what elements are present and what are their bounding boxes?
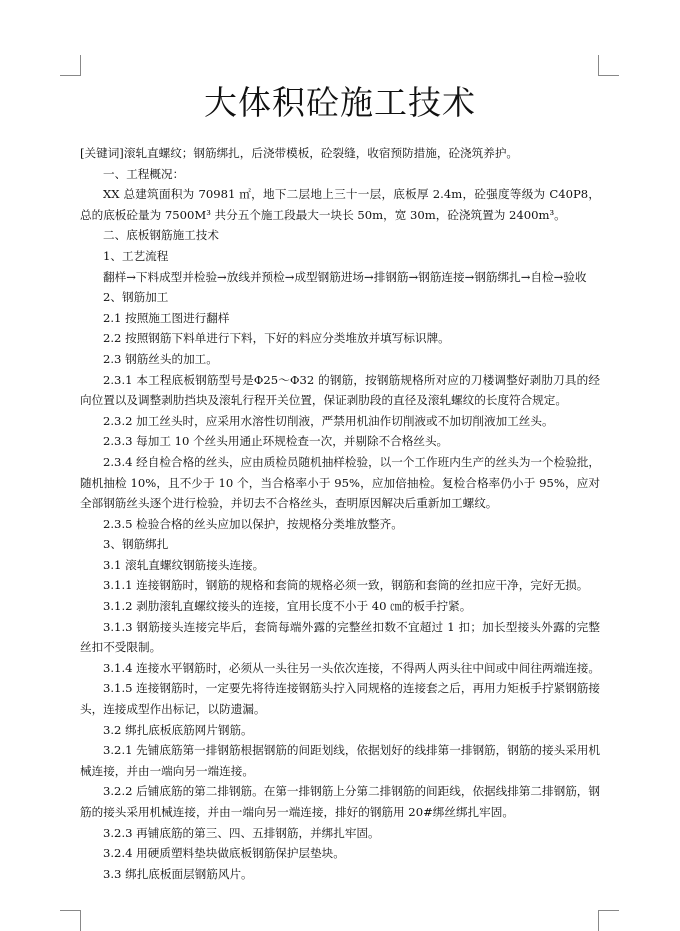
paragraph: 一、工程概况： (103, 166, 185, 181)
paragraph: 2.3.4 经自检合格的丝头，应由质检员随机抽样检验，以一个工作班内生产的丝头为一个检验批，随机抽检 10%，且不少于 10 个，当合格率小于 95%，应加倍抽检。复检合格率仍小于 95%，应对全部钢筋丝头逐个进行检验，并切去不合格丝头，查明原因解决后重新加工螺纹。 (80, 454, 600, 511)
paragraph: 3.3 绑扎底板面层钢筋风片。 (103, 866, 253, 881)
document-body (80, 82, 600, 884)
paragraph: 3.1.2 剥肋滚轧直螺纹接头的连接，宜用长度不小于 40 ㎝的板手拧紧。 (103, 599, 472, 614)
paragraph: 2.3 钢筋丝头的加工。 (103, 351, 218, 366)
paragraph: 3.1.3 钢筋接头连接完毕后，套筒每端外露的完整丝扣数不宜超过 1 扣；加长型接头外露的完整丝扣不受限制。 (80, 619, 600, 655)
crop-mark-top-right (598, 55, 619, 76)
paragraph: 3.2 绑扎底板底筋网片钢筋。 (103, 722, 253, 737)
paragraph: 2.3.5 检验合格的丝头应加以保护，按规格分类堆放整齐。 (103, 516, 403, 531)
paragraph: 1、工艺流程 (103, 248, 169, 263)
paragraph: 二、底板钢筋施工技术 (103, 228, 219, 243)
paragraph: 3.1 滚轧直螺纹钢筋接头连接。 (103, 557, 265, 572)
crop-mark-bottom-right (598, 910, 619, 931)
paragraph: 2.3.3 每加工 10 个丝头用通止环规检查一次，并剔除不合格丝头。 (103, 434, 449, 449)
paragraph: 3.1.4 连接水平钢筋时，必须从一头往另一头依次连接，不得两人两头往中间或中间往两端连接。 (103, 660, 600, 675)
paragraph: XX 总建筑面积为 70981 ㎡，地下二层地上三十一层，底板厚 2.4m，砼强度等级为 C40P8，总的底板砼量为 7500M³ 共分五个施工段最大一块长 50m，宽 30m，砼浇筑置为 2400m³。 (80, 187, 600, 222)
paragraph-list (80, 143, 600, 884)
crop-mark-bottom-left (60, 910, 81, 931)
paragraph: 2.3.2 加工丝头时，应采用水溶性切削液，严禁用机油作切削液或不加切削液加工丝头。 (103, 413, 554, 428)
paragraph: 3、钢筋绑扎 (103, 537, 169, 552)
document-title: 大体积砼施工技术 (204, 83, 476, 122)
paragraph: 3.2.2 后铺底筋的第二排钢筋。在第一排钢筋上分第二排钢筋的间距线，依据线排第二排钢筋，钢筋的接头采用机械连接，并由一端向另一端连接，排好的钢筋用 20#绑丝绑扎牢固。 (80, 784, 600, 819)
crop-mark-top-left (60, 55, 81, 76)
paragraph: 翻样→下料成型并检验→放线并预检→成型钢筋进场→排钢筋→钢筋连接→钢筋绑扎→自检→验收 (103, 269, 587, 284)
paragraph: 2.3.1 本工程底板钢筋型号是Φ25～Φ32 的钢筋，按钢筋规格所对应的刀楼调整好剥肋刀具的经向位置以及调整剥肋挡块及滚轧行程开关位置，保证剥肋段的直径及滚轧螺纹的长度符合规定。 (80, 372, 600, 408)
paragraph: 2.2 按照钢筋下料单进行下料，下好的料应分类堆放并填写标识牌。 (103, 331, 450, 346)
paragraph: 3.1.1 连接钢筋时，钢筋的规格和套筒的规格必须一致，钢筋和套筒的丝扣应干净，完好无损。 (103, 578, 589, 593)
paragraph: 2、钢筋加工 (103, 290, 169, 305)
paragraph: 3.2.3 再铺底筋的第三、四、五排钢筋，并绑扎牢固。 (103, 825, 380, 840)
paragraph: 3.2.4 用硬质塑料垫块做底板钢筋保护层垫块。 (103, 846, 345, 861)
paragraph: [关键词]滚轧直螺纹；钢筋绑扎，后浇带模板，砼裂缝，收宿预防措施，砼浇筑养护。 (80, 146, 519, 160)
paragraph: 3.2.1 先铺底筋第一排钢筋根据钢筋的间距划线，依据划好的线排第一排钢筋，钢筋的接头采用机械连接，并由一端向另一端连接。 (80, 743, 600, 778)
paragraph: 3.1.5 连接钢筋时，一定要先将待连接钢筋头拧入同规格的连接套之后，再用力矩板手拧紧钢筋接头，连接成型作出标记，以防遗漏。 (80, 681, 600, 717)
paragraph: 2.1 按照施工图进行翻样 (103, 310, 230, 325)
